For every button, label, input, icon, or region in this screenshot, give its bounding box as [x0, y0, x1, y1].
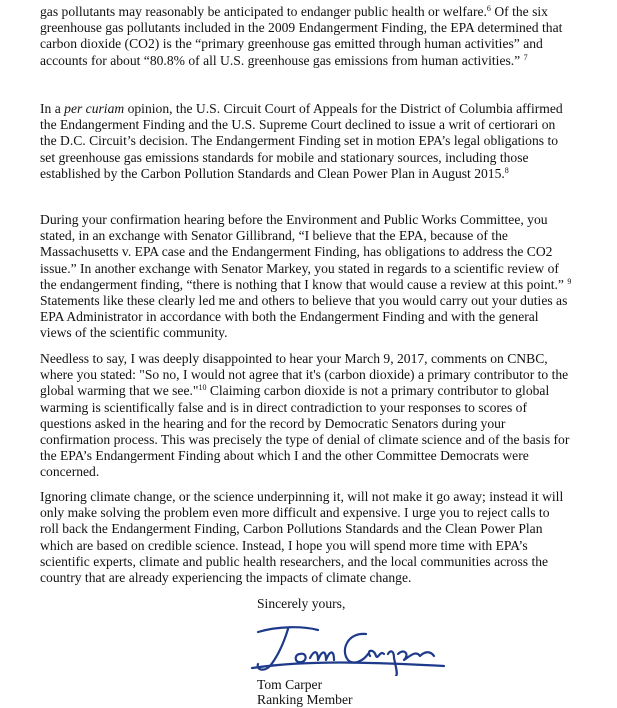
line-text: stated, in an exchange with Senator Gillibrand, “I believe that the EPA, because of the: [40, 228, 508, 244]
line-text: scientific experts, climate and public health researchers, and the local communities across the: [40, 553, 549, 569]
line-text: the Endangerment Finding and the U.S. Supreme Court declined to issue a writ of certiorari on: [40, 117, 556, 133]
line-text: Massachusetts v. EPA case and the Endangerment Finding, has obligations to address the CO2: [40, 244, 553, 260]
text-line: [40, 505, 600, 521]
text-line: [40, 521, 600, 537]
line-text: In a: [40, 101, 65, 116]
line-text: issue.” In another exchange with Senator Markey, you stated in regards to a scientific review of: [40, 260, 559, 276]
text-line: [40, 489, 600, 505]
text-line: [40, 464, 600, 480]
line-text: Ignoring climate change, or the science underpinning it, will not make it go away; instead it will: [40, 489, 564, 504]
line-text: accounts for about “80.8% of all U.S. greenhouse gas emissions from human activities.”: [40, 52, 524, 68]
text-line: [40, 150, 600, 166]
line-text: views of the scientific community.: [40, 325, 228, 341]
line-text: country that are already experiencing the impacts of climate change.: [40, 570, 412, 586]
text-line: [40, 383, 600, 399]
line-text: carbon dioxide (CO2) is the “primary greenhouse gas emitted through human activities” and: [40, 36, 543, 52]
line-text: confirmation process. This was precisely the type of denial of climate science and of the basis for: [40, 432, 570, 448]
text-line: [40, 293, 600, 309]
line-text: concerned.: [40, 464, 100, 480]
text-line: [40, 554, 600, 570]
line-text: the EPA’s Endangerment Finding about which I and the other Committee Democrats were: [40, 448, 529, 464]
paragraph: [40, 351, 600, 481]
text-line: [40, 20, 600, 36]
text-line: [40, 325, 600, 341]
text-line: [40, 432, 600, 448]
text-line: [40, 351, 600, 367]
paragraph: [40, 101, 600, 182]
text-line: [40, 133, 600, 149]
line-text: questions asked in the hearing and for the record by Democratic Senators during your: [40, 415, 506, 431]
signer-title: Ranking Member: [257, 692, 353, 707]
footnote-marker: 10: [198, 383, 207, 393]
line-text: warming is scientifically false and is in direct contradiction to your responses to scores of: [40, 399, 527, 415]
text-line: [40, 448, 600, 464]
line-text: Needless to say, I was deeply disappointed to hear your March 9, 2017, comments on CNBC,: [40, 351, 548, 366]
footnote-marker: 6: [486, 4, 491, 13]
line-text: the endangerment finding, “there is nothing that I know that would cause a review at this point.”: [40, 276, 568, 292]
line-text: Statements like these clearly led me and others to believe that you would carry out your duties as: [40, 293, 568, 309]
text-line: [40, 166, 600, 182]
handwritten-signature: [248, 620, 448, 676]
line-text: global warming that we see.": [40, 383, 199, 399]
text-line: [40, 53, 600, 69]
line-text: EPA Administrator in accordance with both the Endangerment Finding and with the general: [40, 309, 539, 325]
text-line: [40, 101, 600, 117]
line-text: Claiming carbon dioxide is not a primary contributor to global: [206, 383, 550, 399]
line-text: greenhouse gas pollutants included in the 2009 Endangerment Finding, the EPA determined that: [40, 20, 563, 36]
text-line: [40, 570, 600, 586]
text-line: [40, 36, 600, 52]
text-line: [40, 261, 600, 277]
line-text: established by the Carbon Pollution Standards and Clean Power Plan in August 2015.: [40, 165, 505, 181]
line-text: the D.C. Circuit’s decision. The Endangerment Finding set in motion EPA’s legal obligations to: [40, 133, 559, 149]
paragraph: [40, 4, 600, 69]
text-line: [40, 212, 600, 228]
italic-text: per curiam: [64, 101, 125, 116]
text-line: [40, 277, 600, 293]
footnote-marker: 7: [523, 52, 528, 62]
line-text: Of the six: [490, 4, 548, 19]
text-line: [40, 117, 600, 133]
closing-salutation: Sincerely yours,: [257, 596, 346, 611]
line-text: During your confirmation hearing before the Environment and Public Works Committee, you: [40, 212, 548, 227]
line-text: opinion, the U.S. Circuit Court of Appeals for the District of Columbia affirmed: [124, 101, 563, 116]
text-line: [40, 367, 600, 383]
text-line: [40, 244, 600, 260]
line-text: roll back the Endangerment Finding, Carbon Pollutions Standards and the Clean Power Plan: [40, 521, 543, 537]
text-line: [40, 4, 600, 20]
paragraph: [40, 212, 600, 342]
text-line: [40, 228, 600, 244]
text-line: [40, 309, 600, 325]
text-line: [40, 538, 600, 554]
line-text: where you stated: "So no, I would not agree that it's (carbon dioxide) a primary contributor to the: [40, 367, 569, 383]
text-line: [40, 400, 600, 416]
line-text: set greenhouse gas emissions standards for mobile and stationary sources, including those: [40, 149, 529, 165]
text-line: [40, 416, 600, 432]
line-text: which are based on credible science. Instead, I hope you will spend more time with EPA’s: [40, 537, 528, 553]
line-text: gas pollutants may reasonably be anticipated to endanger public health or welfare.: [40, 4, 487, 19]
line-text: only make solving the problem even more difficult and expensive. I urge you to reject calls to: [40, 505, 550, 521]
footnote-marker: 9: [567, 276, 572, 286]
footnote-marker: 8: [504, 165, 509, 175]
signer-name: Tom Carper: [257, 677, 323, 692]
paragraph: [40, 489, 600, 586]
